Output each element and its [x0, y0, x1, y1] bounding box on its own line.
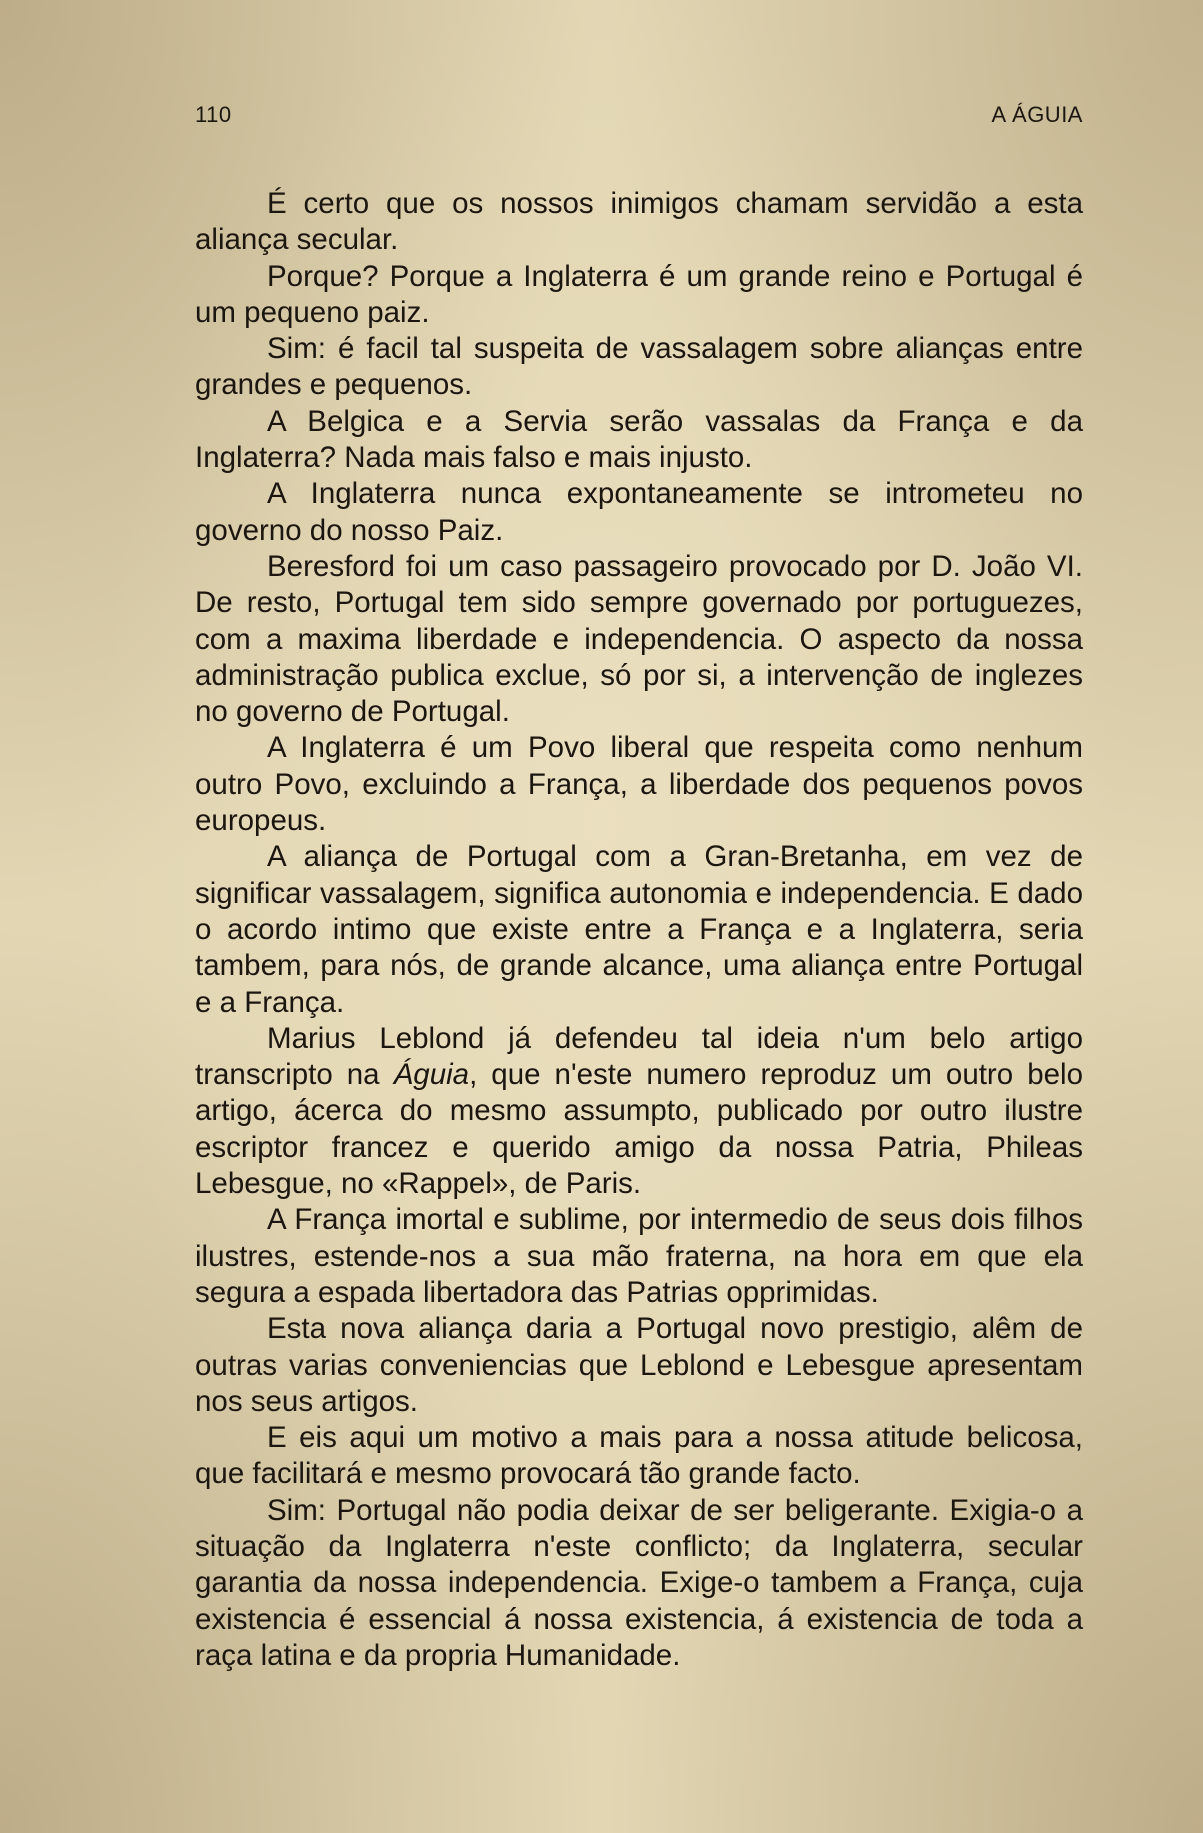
- paragraph: A França imortal e sublime, por intermedio de seus dois filhos ilustres, estende-nos a sua mão fraterna, na hora em que ela segura a espada libertadora das Patrias opprimidas.: [195, 1203, 1083, 1309]
- running-title: A ÁGUIA: [991, 102, 1083, 127]
- paragraph: A Belgica e a Servia serão vassalas da França e da Inglaterra? Nada mais falso e mais injusto.: [195, 404, 1083, 475]
- paragraph-text: , que n'este numero reproduz um outro belo artigo, ácerca do mesmo assumpto, publicado por outro ilustre escriptor francez e querido amigo da nossa Patria, Phileas Lebesgue, no «Rappel», de Paris.: [195, 1058, 1083, 1201]
- page-number: 110: [195, 102, 232, 127]
- paragraph: Sim: é facil tal suspeita de vassalagem sobre alianças entre grandes e pequenos.: [195, 332, 1083, 402]
- paragraph: [195, 1021, 1083, 1202]
- paragraph: Porque? Porque a Inglaterra é um grande reino e Portugal é um pequeno paiz.: [195, 259, 1083, 329]
- paragraph-text: Marius Leblond já defendeu tal ideia n'um belo artigo transcripto na: [195, 1021, 1083, 1092]
- paragraph: A aliança de Portugal com a Gran-Bretanha, em vez de significar vassalagem, significa autonomia e independencia. E dado o acordo intimo que existe entre a França e a Inglaterra, seria tambem, para nós, de grande alcance, uma aliança entre Portugal e a França.: [195, 840, 1083, 1019]
- article-body: [195, 186, 1083, 1674]
- paragraph: E eis aqui um motivo a mais para a nossa atitude belicosa, que facilitará e mesmo provocará tão grande facto.: [195, 1421, 1083, 1491]
- paragraph: A Inglaterra nunca expontaneamente se intrometeu no governo do nosso Paiz.: [195, 477, 1083, 547]
- page-header: [195, 102, 1083, 136]
- paragraph: A Inglaterra é um Povo liberal que respeita como nenhum outro Povo, excluindo a França, a liberdade dos pequenos povos europeus.: [195, 731, 1083, 838]
- paragraph: Esta nova aliança daria a Portugal novo prestigio, alêm de outras varias conveniencias que Leblond e Lebesgue apresentam nos seus artigos.: [195, 1312, 1083, 1418]
- journal-title-emphasis: Águia: [393, 1058, 470, 1092]
- paragraph: É certo que os nossos inimigos chamam servidão a esta aliança secular.: [195, 187, 1083, 257]
- paragraph: Beresford foi um caso passageiro provocado por D. João VI. De resto, Portugal tem sido sempre governado por portuguezes, com a maxima liberdade e independencia. O aspecto da nossa administração publica exclue, só por si, a intervenção de inglezes no governo de Portugal.: [195, 549, 1083, 729]
- paragraph: Sim: Portugal não podia deixar de ser beligerante. Exigia-o a situação da Inglaterra n'este conflicto; da Inglaterra, secular garantia da nossa independencia. Exige-o tambem a França, cuja existencia é essencial á nossa existencia, á existencia de toda a raça latina e da propria Humanidade.: [195, 1493, 1083, 1672]
